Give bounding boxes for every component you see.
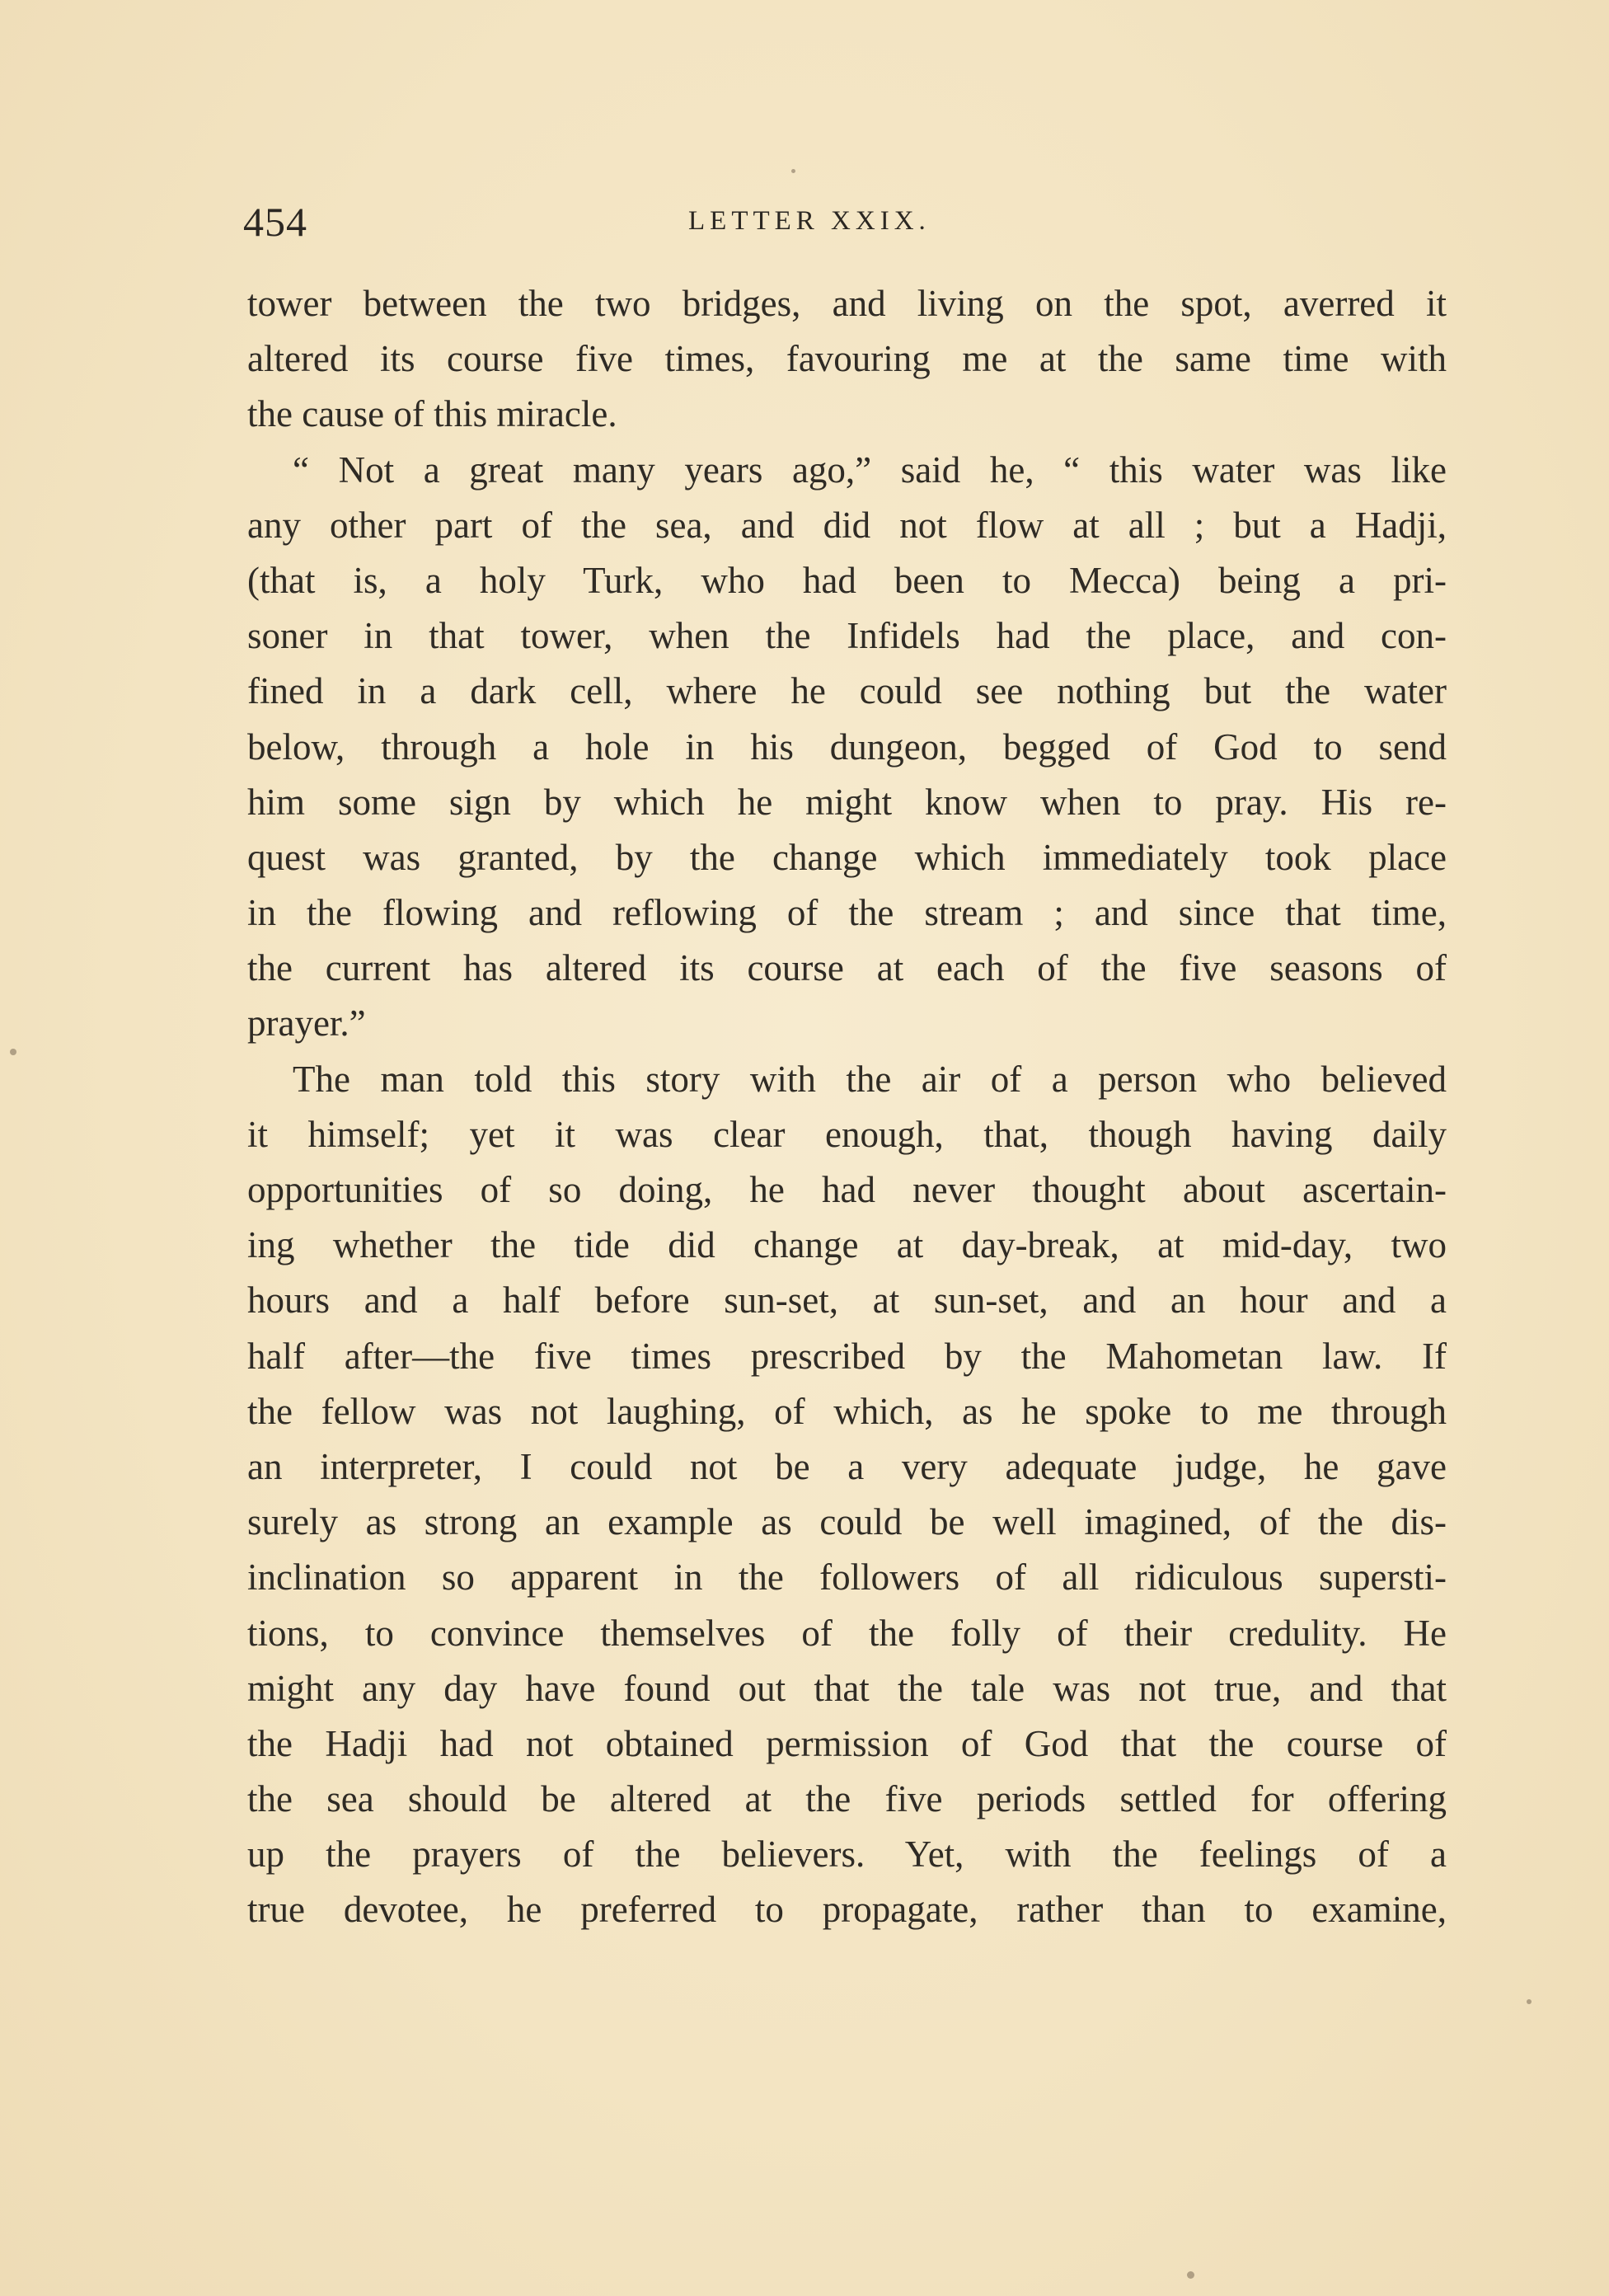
text-line: half after—the five times prescribed by the Mahometan law. If (247, 1335, 1447, 1377)
paper-speck (1527, 1999, 1532, 2004)
paper-speck (10, 1049, 16, 1055)
paper-speck (1187, 2271, 1194, 2279)
text-line: in the flowing and reflowing of the stream ; and since that time, (247, 892, 1447, 934)
text-line: the sea should be altered at the five periods settled for offering (247, 1778, 1447, 1820)
text-line: any other part of the sea, and did not flow at all ; but a Hadji, (247, 504, 1447, 546)
text-line: might any day have found out that the tale was not true, and that (247, 1667, 1447, 1709)
paper-speck (791, 169, 795, 173)
text-line: ing whether the tide did change at day-break, at mid-day, two (247, 1224, 1447, 1266)
text-line: surely as strong an example as could be well imagined, of the dis- (247, 1501, 1447, 1543)
text-line: soner in that tower, when the Infidels had the place, and con- (247, 615, 1447, 657)
text-line: the Hadji had not obtained permission of God that the course of (247, 1722, 1447, 1764)
text-line: The man told this story with the air of a person who believed (293, 1058, 1447, 1100)
running-head: LETTER XXIX. (688, 206, 931, 236)
text-line: the fellow was not laughing, of which, as he spoke to me through (247, 1390, 1447, 1432)
text-line: (that is, a holy Turk, who had been to Mecca) being a pri- (247, 559, 1447, 601)
text-line: it himself; yet it was clear enough, that, though having daily (247, 1113, 1447, 1155)
text-line: true devotee, he preferred to propagate, rather than to examine, (247, 1889, 1447, 1931)
text-line: an interpreter, I could not be a very adequate judge, he gave (247, 1445, 1447, 1487)
text-line: tions, to convince themselves of the folly of their credulity. He (247, 1612, 1447, 1654)
text-line: “ Not a great many years ago,” said he, “ this water was like (293, 448, 1447, 491)
text-line: the cause of this miracle. (247, 393, 617, 435)
page-number: 454 (243, 199, 307, 245)
text-line: quest was granted, by the change which immediately took place (247, 836, 1447, 878)
text-line: tower between the two bridges, and living on the spot, averred it (247, 283, 1447, 324)
page-header (243, 198, 1447, 247)
text-line: the current has altered its course at each of the five seasons of (247, 947, 1447, 989)
text-line: inclination so apparent in the followers of all ridiculous supersti- (247, 1556, 1447, 1599)
text-line: fined in a dark cell, where he could see nothing but the water (247, 670, 1447, 712)
text-line: hours and a half before sun-set, at sun-set, and an hour and a (247, 1279, 1447, 1322)
body-text (247, 276, 1447, 1938)
text-line: up the prayers of the believers. Yet, with the feelings of a (247, 1834, 1447, 1876)
text-line: below, through a hole in his dungeon, begged of God to send (247, 725, 1447, 768)
text-line: altered its course five times, favouring me at the same time with (247, 338, 1447, 380)
text-line: opportunities of so doing, he had never thought about ascertain- (247, 1169, 1447, 1210)
text-line: him some sign by which he might know when to pray. His re- (247, 781, 1447, 823)
text-line: prayer.” (247, 1002, 366, 1045)
